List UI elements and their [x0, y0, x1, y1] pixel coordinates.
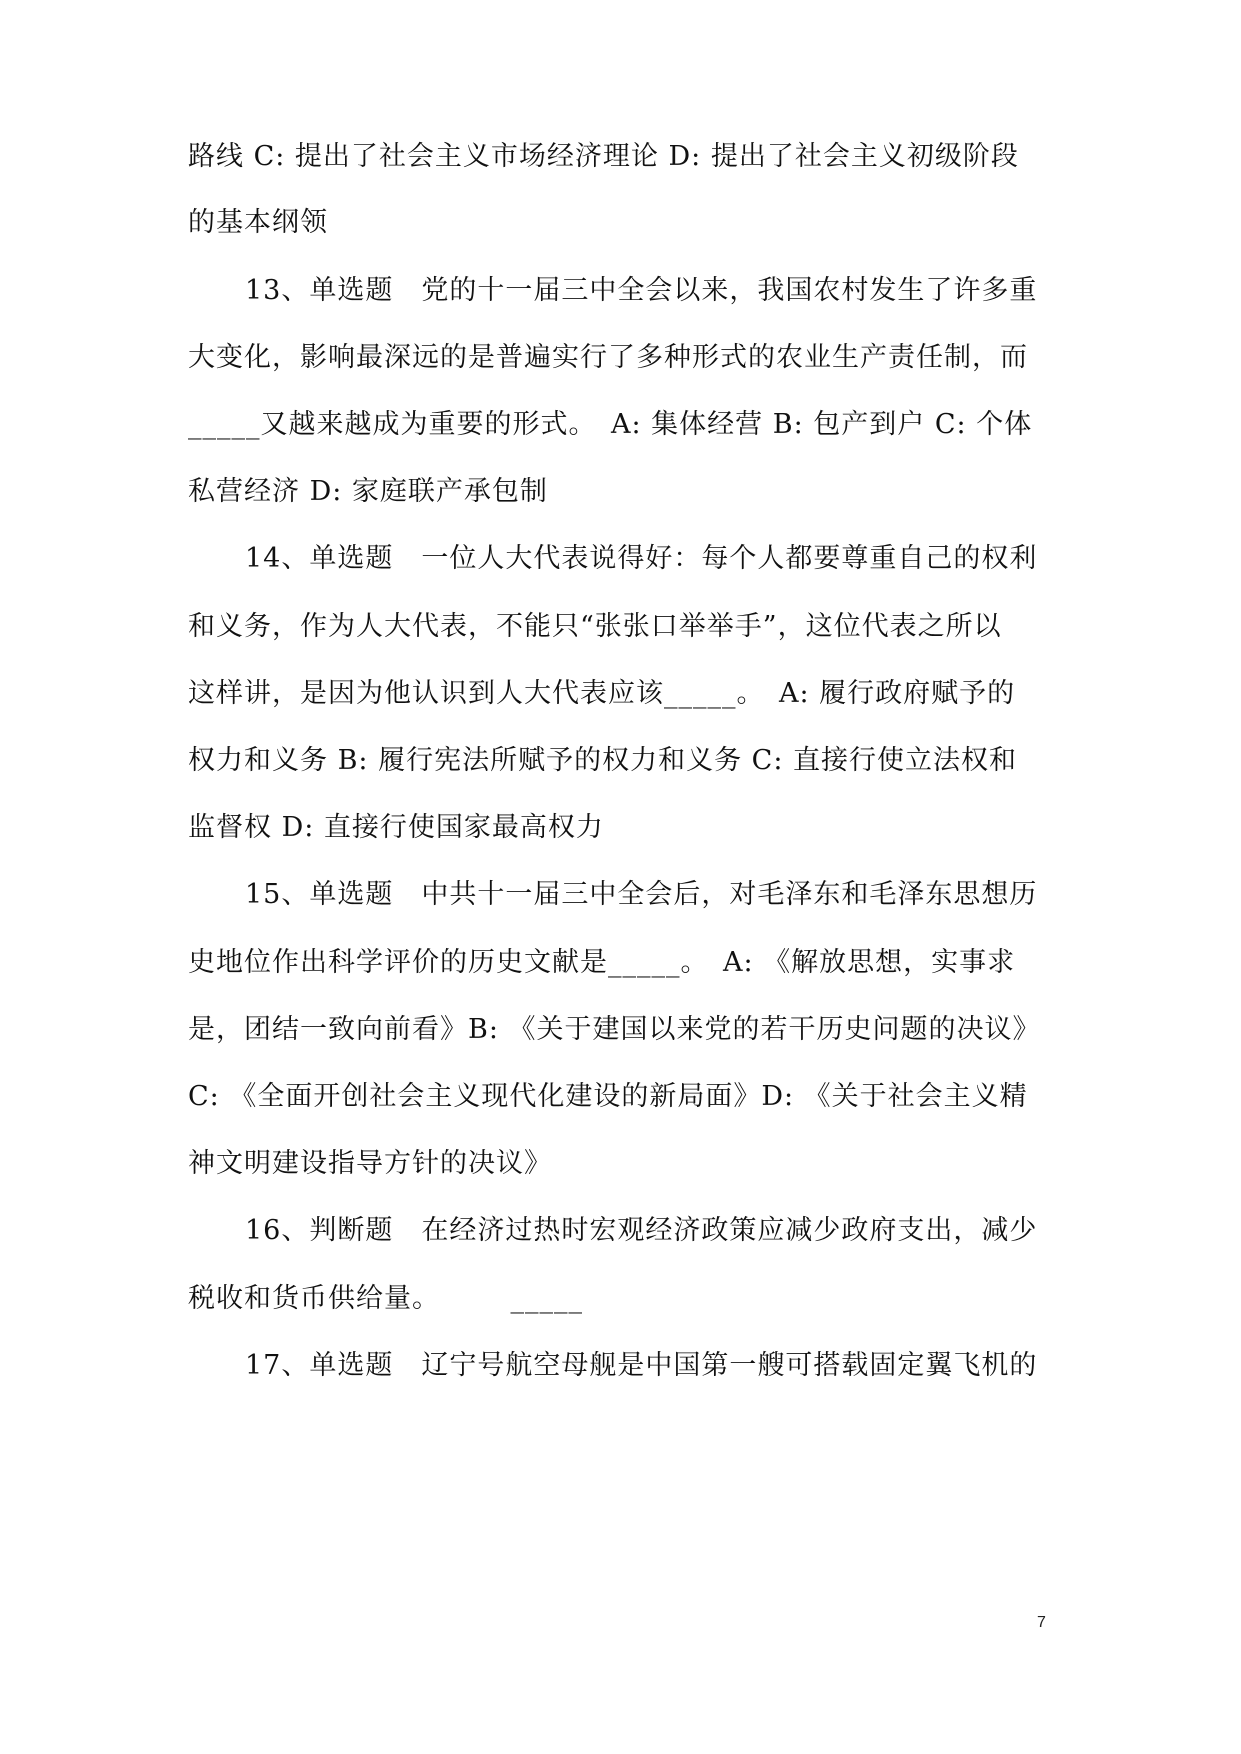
text-line: _____又越来越成为重要的形式。 A: 集体经营 B: 包产到户 C: 个体 — [188, 409, 1033, 440]
text-line: 史地位作出科学评价的历史文献是_____。 A: 《解放思想，实事求 — [188, 947, 1016, 978]
question-13-line: 13、单选题 党的十一届三中全会以来，我国农村发生了许多重 — [245, 275, 1038, 306]
text-line: 私营经济 D: 家庭联产承包制 — [188, 476, 548, 507]
question-17-line: 17、单选题 辽宁号航空母舰是中国第一艘可搭载固定翼飞机的 — [245, 1350, 1038, 1381]
text-line: 是，团结一致向前看》B: 《关于建国以来党的若干历史问题的决议》 — [188, 1014, 1041, 1045]
text-line: 的基本纲领 — [188, 207, 328, 238]
text-line: C: 《全面开创社会主义现代化建设的新局面》D: 《关于社会主义精 — [188, 1081, 1028, 1112]
question-14-line: 14、单选题 一位人大代表说得好：每个人都要尊重自己的权利 — [245, 543, 1038, 574]
text-line: 神文明建设指导方针的决议》 — [188, 1148, 552, 1179]
text-line: 权力和义务 B: 履行宪法所赋予的权力和义务 C: 直接行使立法权和 — [188, 745, 1018, 776]
text-line: 大变化，影响最深远的是普遍实行了多种形式的农业生产责任制，而 — [188, 342, 1028, 373]
question-16-line: 16、判断题 在经济过热时宏观经济政策应减少政府支出，减少 — [245, 1215, 1038, 1246]
question-15-line: 15、单选题 中共十一届三中全会后，对毛泽东和毛泽东思想历 — [245, 879, 1038, 910]
text-line: 和义务，作为人大代表，不能只“张张口举举手”，这位代表之所以 — [188, 611, 1002, 642]
page-number: 7 — [1037, 1614, 1046, 1631]
text-line: 这样讲，是因为他认识到人大代表应该_____。 A: 履行政府赋予的 — [188, 678, 1016, 709]
text-line: 监督权 D: 直接行使国家最高权力 — [188, 812, 604, 843]
text-line: 税收和货币供给量。 _____ — [188, 1283, 583, 1314]
text-line: 路线 C: 提出了社会主义市场经济理论 D: 提出了社会主义初级阶段 — [188, 141, 1019, 172]
